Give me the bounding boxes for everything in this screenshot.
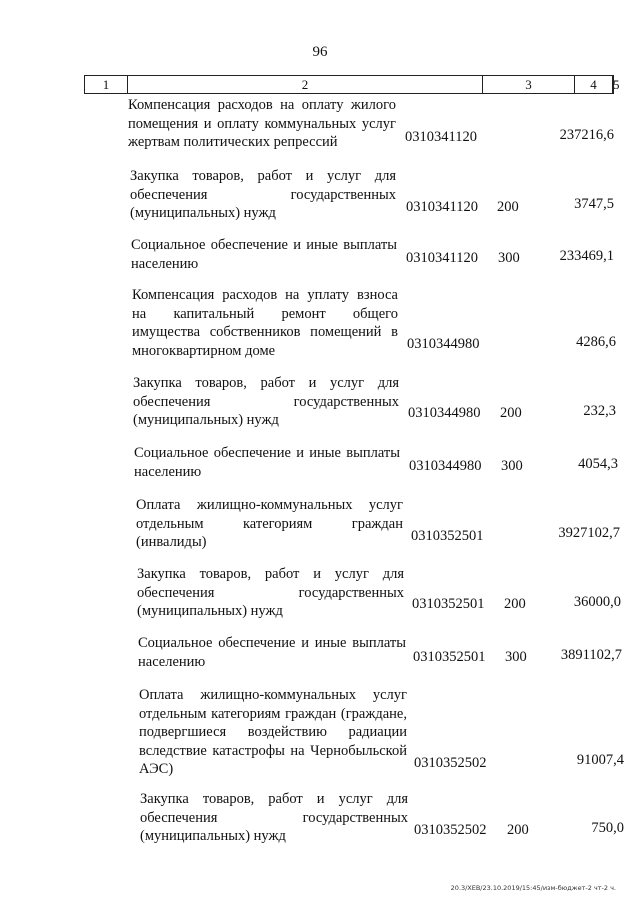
row-code: 0310344980 bbox=[407, 336, 480, 352]
row-description: Закупка товаров, работ и услуг для обеспечения государственных (муниципальных) нужд bbox=[140, 791, 408, 844]
table-header-row: 1 2 3 4 5 bbox=[84, 75, 614, 94]
row-code: 0310352501 bbox=[412, 596, 485, 612]
row-amount: 750,0 bbox=[591, 820, 624, 836]
row-description: Компенсация расходов на уплату взноса на капитальный ремонт общего имущества собственников помещений в многоквартирном доме bbox=[132, 287, 398, 359]
row-description: Закупка товаров, работ и услуг для обеспечения государственных (муниципальных) нужд bbox=[137, 566, 404, 619]
row-amount: 4286,6 bbox=[576, 334, 616, 350]
row-amount: 91007,4 bbox=[576, 752, 624, 768]
row-amount: 3891102,7 bbox=[560, 647, 622, 663]
row-amount: 232,3 bbox=[583, 403, 616, 419]
document-footer: 20.3/XEB/23.10.2019/15:45/изм-бюджет-2 чт-2 ч. bbox=[450, 884, 616, 892]
row-amount: 233469,1 bbox=[559, 248, 614, 264]
row-description: Социальное обеспечение и иные выплаты населению bbox=[138, 635, 406, 670]
header-col-3: 3 bbox=[483, 76, 575, 93]
row-code: 0310341120 bbox=[405, 129, 477, 145]
row-code: 0310352501 bbox=[411, 528, 484, 544]
row-type: 200 bbox=[507, 822, 529, 838]
row-description: Закупка товаров, работ и услуг для обеспечения государственных (муниципальных) нужд bbox=[133, 375, 399, 428]
row-code: 0310352502 bbox=[414, 755, 487, 771]
row-code: 0310344980 bbox=[409, 458, 482, 474]
header-col-4: 4 bbox=[575, 76, 613, 93]
row-amount: 3747,5 bbox=[574, 196, 614, 212]
row-amount: 36000,0 bbox=[573, 594, 621, 610]
row-description: Социальное обеспечение и иные выплаты населению bbox=[131, 237, 397, 272]
row-amount: 3927102,7 bbox=[558, 525, 620, 541]
row-code: 0310341120 bbox=[406, 199, 478, 215]
header-col-2: 2 bbox=[128, 76, 483, 93]
row-description: Социальное обеспечение и иные выплаты населению bbox=[134, 445, 400, 480]
row-type: 200 bbox=[504, 596, 526, 612]
row-type: 300 bbox=[498, 250, 520, 266]
row-amount: 237216,6 bbox=[559, 127, 614, 143]
row-code: 0310341120 bbox=[406, 250, 478, 266]
row-code: 0310344980 bbox=[408, 405, 481, 421]
row-type: 300 bbox=[501, 458, 523, 474]
row-code: 0310352501 bbox=[413, 649, 486, 665]
row-description: Закупка товаров, работ и услуг для обеспечения государственных (муниципальных) нужд bbox=[130, 168, 396, 221]
row-type: 300 bbox=[505, 649, 527, 665]
header-col-1: 1 bbox=[85, 76, 128, 93]
row-type: 200 bbox=[500, 405, 522, 421]
row-amount: 4054,3 bbox=[578, 456, 618, 472]
row-description: Оплата жилищно-коммунальных услуг отдельным категориям граждан (граждане, подвергшиеся воздействию радиации вследствие катастрофы на Чернобыльской АЭС) bbox=[139, 687, 407, 777]
row-code: 0310352502 bbox=[414, 822, 487, 838]
row-description: Оплата жилищно-коммунальных услуг отдельным категориям граждан (инвалиды) bbox=[136, 497, 403, 550]
row-type: 200 bbox=[497, 199, 519, 215]
page-number: 96 bbox=[312, 44, 328, 60]
row-description: Компенсация расходов на оплату жилого помещения и оплату коммунальных услуг жертвам политических репрессий bbox=[128, 97, 396, 150]
